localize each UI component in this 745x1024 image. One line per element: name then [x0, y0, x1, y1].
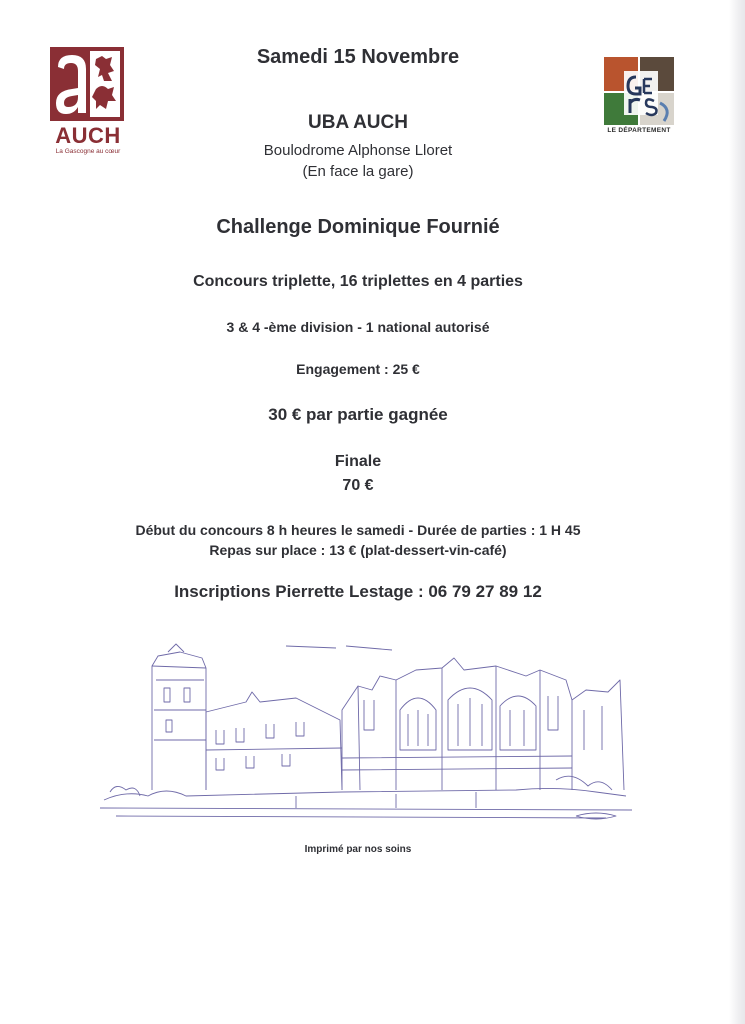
event-date: Samedi 15 Novembre: [256, 46, 460, 68]
registration-contact: Inscriptions Pierrette Lestage : 06 79 27 89 12: [174, 582, 542, 601]
entry-fee: Engagement : 25 €: [296, 361, 420, 377]
prize-per-game: 30 € par partie gagnée: [268, 405, 448, 424]
venue-name: Boulodrome Alphonse Lloret: [263, 142, 453, 159]
auch-logo-tagline: La Gascogne au cœur: [55, 148, 121, 155]
event-format: Concours triplette, 16 triplettes en 4 parties: [193, 273, 523, 290]
gers-logo-tagline: LE DÉPARTEMENT: [607, 127, 671, 134]
printed-note: Imprimé par nos soins: [304, 844, 412, 855]
event-divisions: 3 & 4 -ème division - 1 national autorisé: [226, 319, 490, 335]
venue-note: (En face la gare): [302, 163, 414, 180]
paper-edge-shadow: [729, 0, 745, 1024]
final-label: Finale: [334, 453, 382, 470]
club-name: UBA AUCH: [308, 112, 408, 133]
final-prize: 70 €: [342, 477, 374, 494]
auch-logo-name: AUCH: [55, 123, 121, 148]
meal-text: Repas sur place : 13 € (plat-dessert-vin-café): [209, 542, 507, 558]
schedule-text: Début du concours 8 h heures le samedi - Durée de parties : 1 H 45: [135, 522, 581, 538]
cathedral-sketch: [96, 640, 632, 830]
event-title: Challenge Dominique Fournié: [216, 216, 500, 238]
